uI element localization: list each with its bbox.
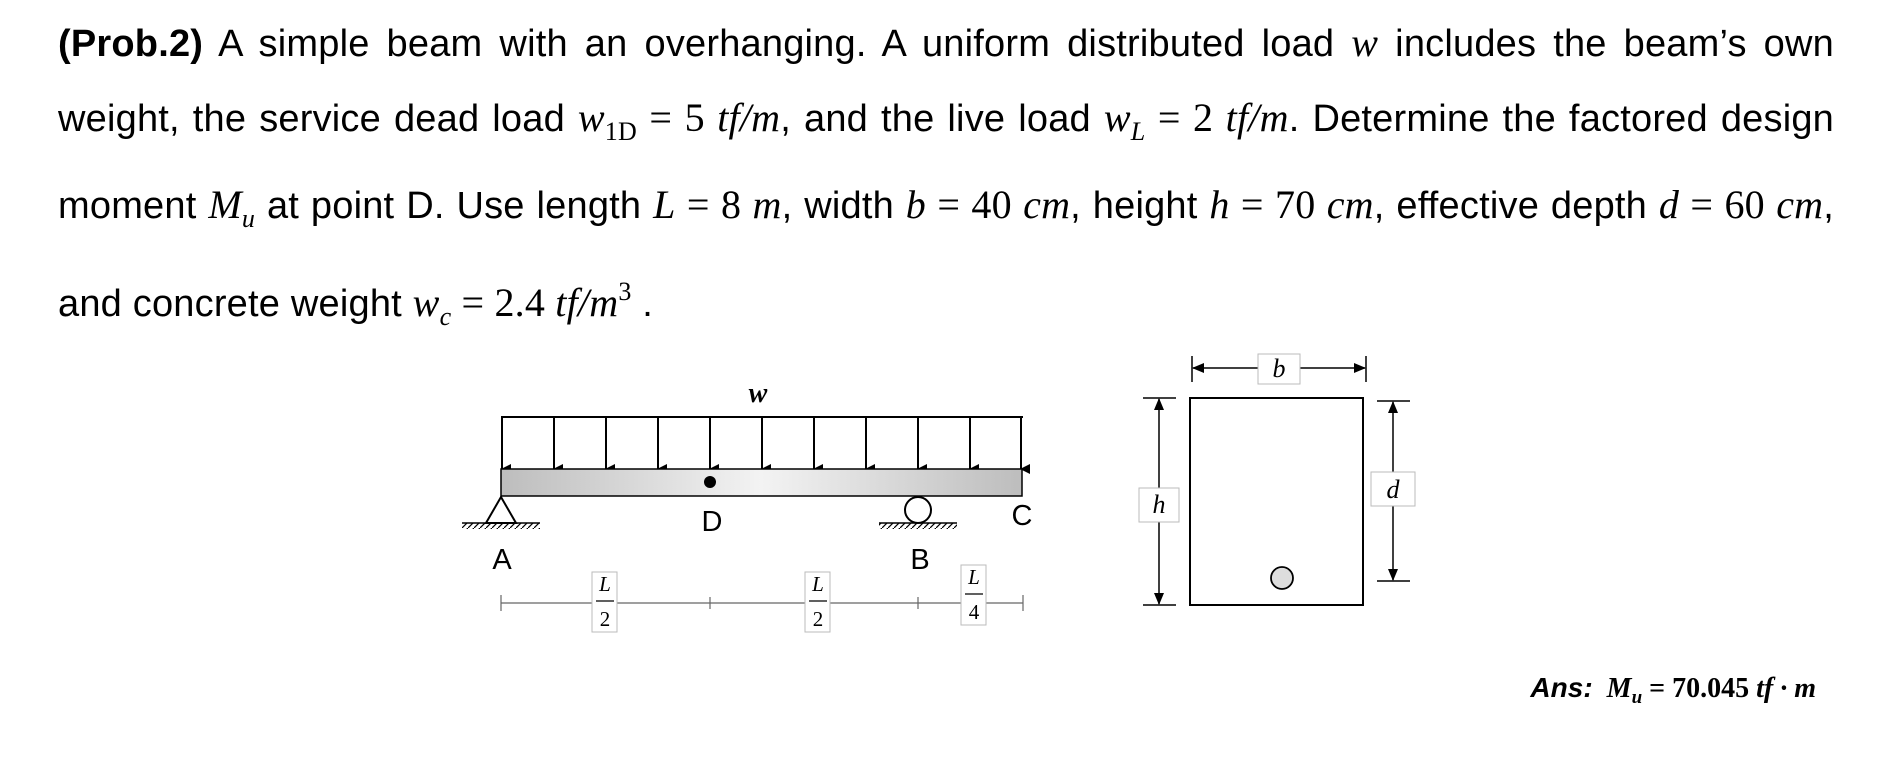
roller-support-b: [905, 497, 931, 523]
load-arrows: [502, 417, 1021, 469]
problem-text-2: includes the beam’s own weight, the service dead load: [58, 23, 1834, 140]
load-label: w: [748, 378, 768, 409]
problem-text-3: , and the live load: [780, 98, 1104, 140]
length-formula: L = 8 m: [653, 182, 782, 227]
problem-text-10: .: [631, 283, 654, 325]
answer-label: Ans:: [1530, 672, 1593, 703]
point-c-label: C: [1011, 500, 1033, 532]
span2-denominator: 2: [812, 607, 824, 631]
depth-label: d: [1386, 475, 1400, 504]
span1-denominator: 2: [599, 607, 611, 631]
problem-text-7: , height: [1070, 185, 1210, 227]
span2-numerator: L: [812, 572, 824, 596]
answer-unit: tf · m: [1756, 673, 1816, 704]
point-a-label: A: [492, 544, 512, 576]
span-dimension-line: [501, 565, 1023, 632]
width-label: b: [1272, 354, 1286, 383]
moment-symbol: $M_u$: [208, 182, 256, 233]
problem-text-9: , and concrete weight: [58, 185, 1834, 325]
answer: [1530, 672, 1816, 709]
height-label: h: [1152, 490, 1166, 519]
span3-numerator: L: [968, 565, 980, 589]
beam-diagram: [462, 378, 1032, 632]
load-symbol: w: [1351, 20, 1379, 65]
cross-section-diagram: [1139, 354, 1415, 605]
ground-hatch-a: [462, 523, 540, 529]
problem-text-8: , effective depth: [1373, 185, 1659, 227]
point-d-label: D: [701, 506, 723, 538]
answer-value: = 70.045: [1642, 673, 1757, 704]
problem-text-6: , width: [781, 185, 906, 227]
problem-text-1: A simple beam with an overhanging. A uniform distributed load: [203, 23, 1352, 65]
span1-numerator: L: [599, 572, 611, 596]
span3-denominator: 4: [968, 600, 980, 624]
point-d-marker: [704, 476, 716, 488]
live-load-formula: $w_L = 2$ tf/m: [1103, 95, 1289, 146]
depth-formula: d = 60 cm: [1658, 182, 1824, 227]
problem-text-4: . Determine the factored design moment: [58, 98, 1835, 227]
width-formula: b = 40 cm: [905, 182, 1071, 227]
answer-subscript: u: [1631, 687, 1643, 708]
beam: [501, 469, 1022, 496]
point-b-label: B: [910, 544, 930, 576]
problem-label: (Prob.2): [58, 23, 204, 65]
pin-support-a: [486, 497, 516, 523]
rebar: [1271, 567, 1293, 589]
ground-hatch-b: [879, 523, 957, 529]
problem-text-5: at point D. Use length: [255, 185, 654, 227]
answer-symbol: M: [1606, 673, 1632, 704]
height-formula: h = 70 cm: [1209, 182, 1374, 227]
dead-load-formula: $w_{1D} = 5$ tf/m: [577, 95, 781, 146]
concrete-weight-formula: $w_c = 2.4$ $tf/m^3$: [412, 277, 632, 331]
